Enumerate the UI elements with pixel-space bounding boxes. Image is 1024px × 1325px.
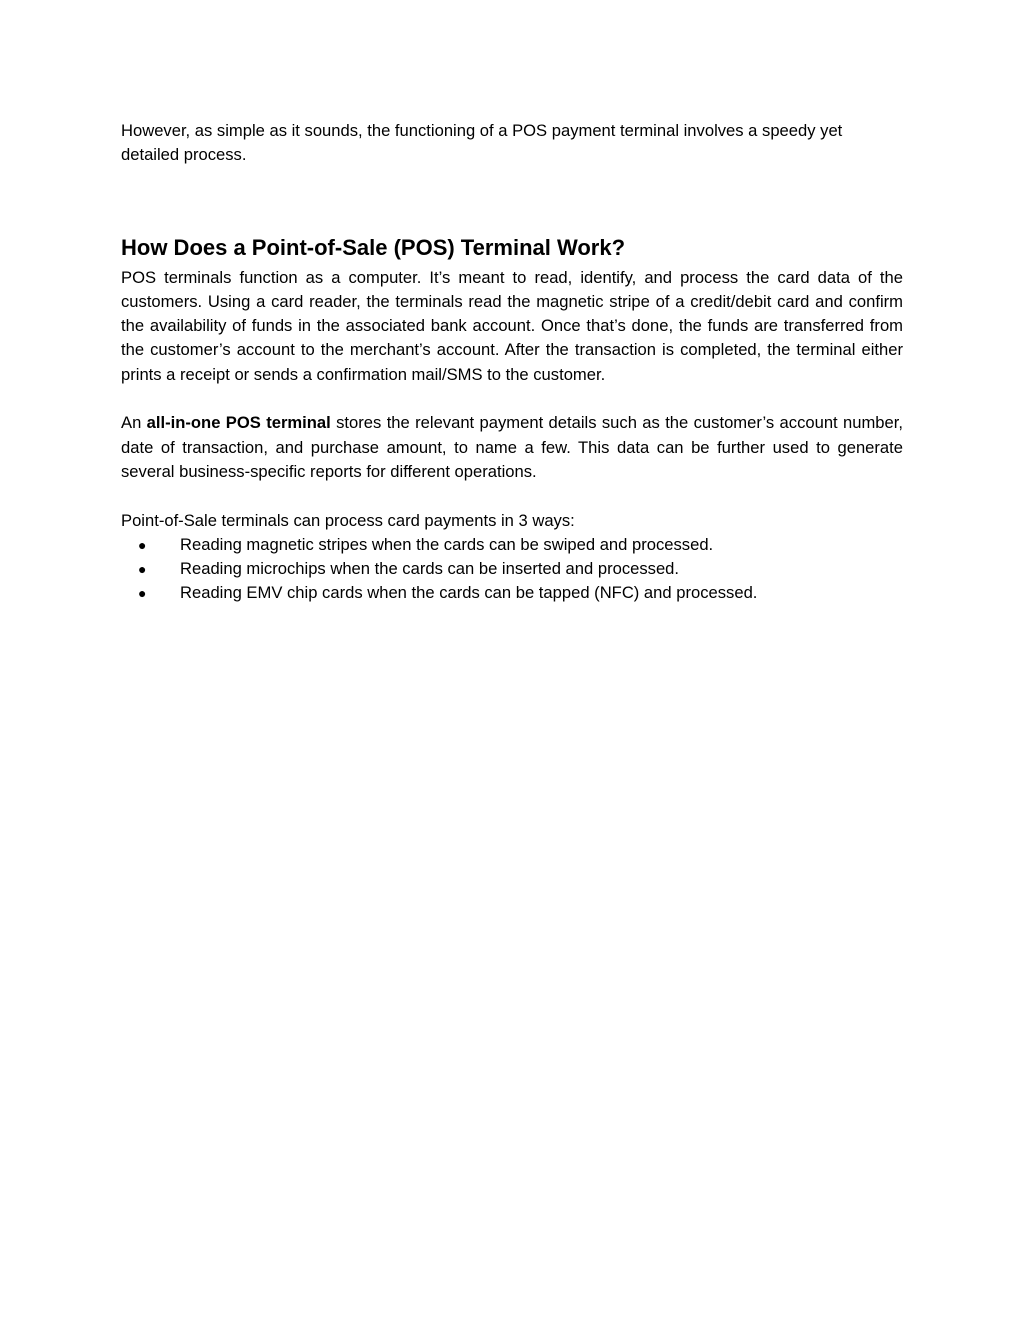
list-item [121, 557, 903, 581]
paragraph-how-it-works: POS terminals function as a computer. It’s meant to read, identify, and process the card data of the customers. Using a card reader, the terminals read the magnetic stripe of a credit/debit card and confirm the availability of funds in the associated bank account. Once that’s done, the funds are transferred from the customer’s account to the merchant’s account. After the transaction is completed, the terminal either prints a receipt or sends a confirmation mail/SMS to the customer. [121, 267, 903, 384]
payment-methods-list [121, 533, 903, 606]
bullet-icon: ● [138, 536, 147, 553]
bullet-icon: ● [138, 585, 147, 602]
paragraph-payment-ways: Point-of-Sale terminals can process card payments in 3 ways: [121, 510, 575, 530]
bullet-icon: ● [138, 561, 147, 578]
list-item [121, 581, 903, 605]
intro-paragraph: However, as simple as it sounds, the functioning of a POS payment terminal involves a speedy yet detailed process. [121, 121, 843, 165]
list-item-text: Reading EMV chip cards when the cards can be tapped (NFC) and processed. [180, 583, 758, 603]
list-item [121, 533, 903, 557]
document-body [121, 119, 903, 606]
paragraph-all-in-one [121, 411, 903, 484]
bold-term: all-in-one POS terminal [146, 413, 331, 433]
section-heading: How Does a Point-of-Sale (POS) Terminal Work? [121, 234, 626, 260]
list-item-text: Reading magnetic stripes when the cards can be swiped and processed. [180, 534, 714, 554]
paragraph-prefix: An [121, 413, 147, 433]
list-item-text: Reading microchips when the cards can be inserted and processed. [180, 559, 680, 579]
paragraph-suffix: stores the relevant payment details such as the customer’s account number, date of transaction, and purchase amount, to name a few. This data can be further used to generate several business-specific reports for different operations. [121, 413, 903, 481]
